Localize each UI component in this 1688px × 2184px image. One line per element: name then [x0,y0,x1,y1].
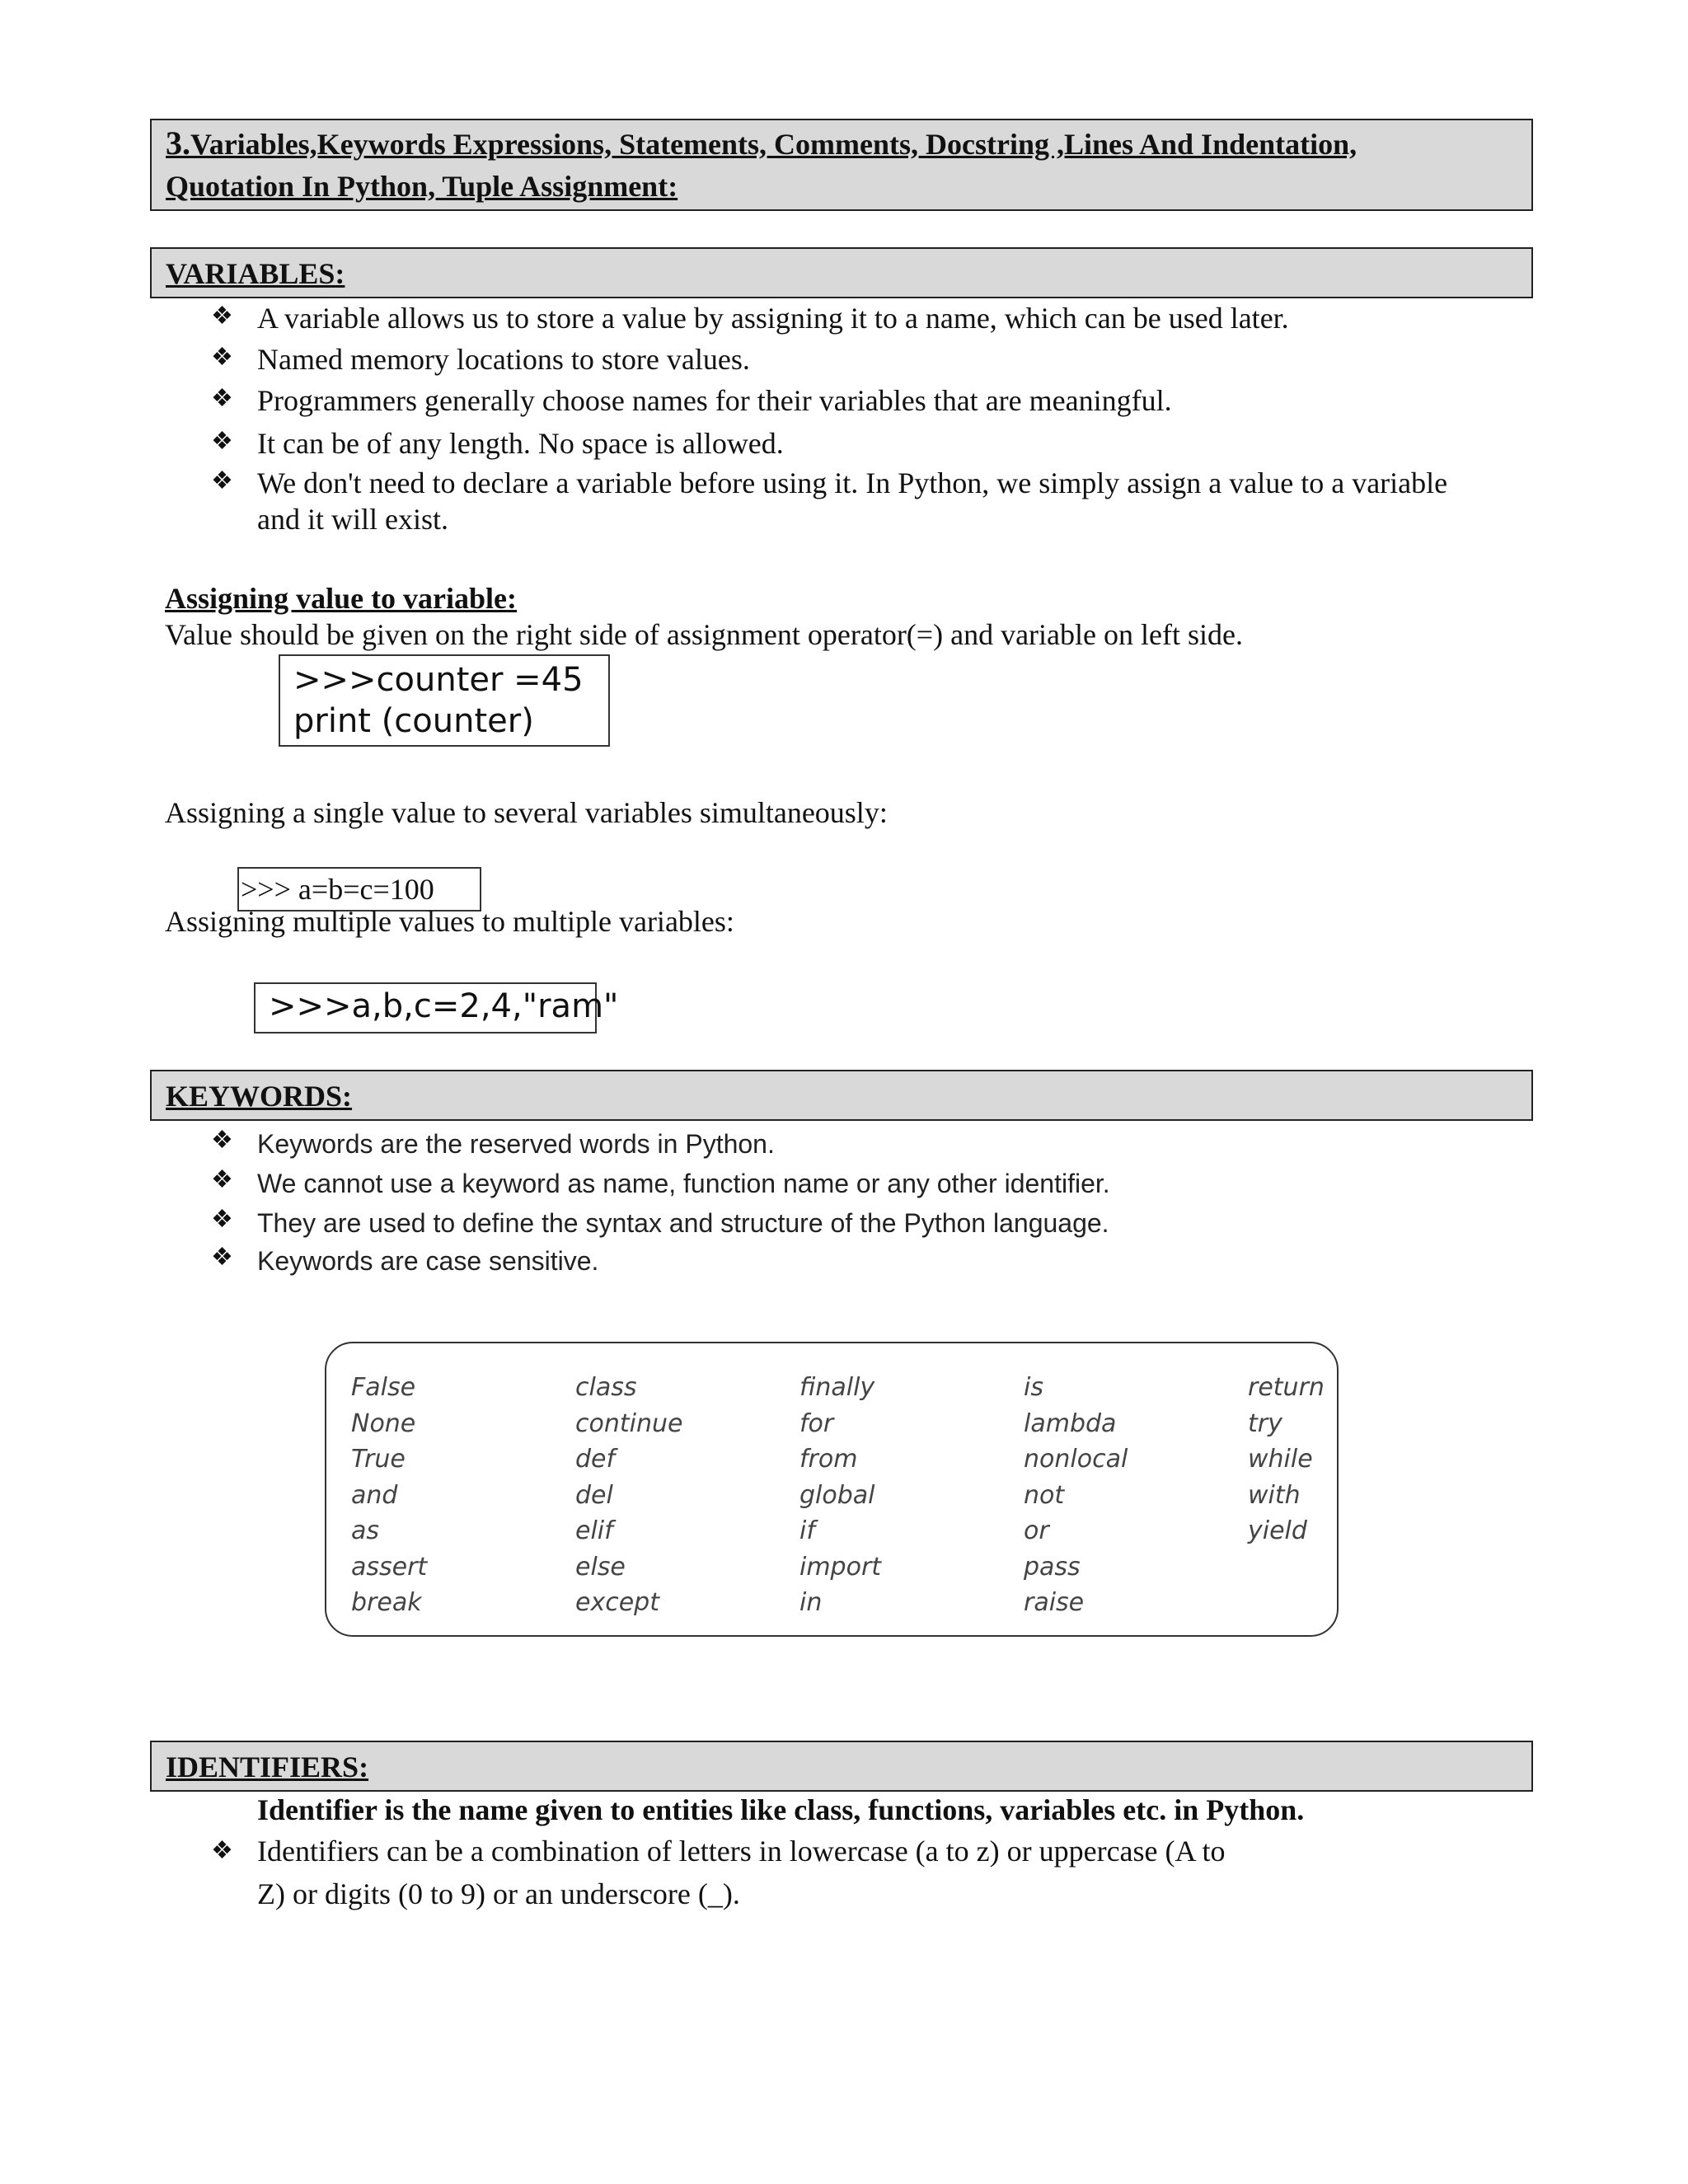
code-box-multi [254,982,619,1033]
keywords-bullet-2: We cannot use a keyword as name, function name or any other identifier. [257,1169,1110,1198]
identifiers-heading: IDENTIFIERS: [166,1750,369,1783]
code-line-1: >>>counter =45 [293,661,584,699]
keyword: raise [1024,1588,1085,1617]
keywords-column-3 [799,1370,881,1621]
identifiers-bullet-1-line1: Identifiers can be a combination of letters in lowercase (a to z) or uppercase (A to [257,1835,1226,1868]
keyword: nonlocal [1024,1445,1128,1474]
keyword: as [351,1516,380,1545]
keyword: assert [351,1552,428,1582]
bullet-icon: ❖ [211,344,233,371]
keyword: True [351,1445,406,1474]
identifiers-heading-box [150,1741,1533,1792]
bullet-icon: ❖ [211,385,233,412]
keyword: with [1248,1480,1301,1510]
code-line-multi: >>>a,b,c=2,4,"ram" [269,987,619,1025]
keyword: or [1024,1516,1049,1545]
variables-bullet-5-cont: and it will exist. [257,503,448,536]
assign-heading: Assigning value to variable: [165,582,518,615]
bullet-icon: ❖ [211,428,233,455]
keyword: except [575,1588,659,1617]
variables-bullet-1: A variable allows us to store a value by assigning it to a name, which can be used later. [257,302,1289,335]
keyword: return [1248,1373,1325,1402]
keyword: break [351,1588,422,1617]
variables-bullet-5: We don't need to declare a variable before using it. In Python, we simply assign a value to a variable [257,466,1448,499]
identifiers-bullet-1-line2: Z) or digits (0 to 9) or an underscore (_). [257,1877,740,1910]
keywords-column-4 [1024,1370,1128,1621]
keyword: None [351,1408,416,1438]
keywords-heading-box [150,1070,1533,1121]
keyword: from [799,1445,858,1474]
keyword: yield [1248,1516,1307,1545]
keywords-column-2 [575,1370,682,1621]
bullet-icon: ❖ [211,302,233,330]
title-line1: Variables,Keywords Expressions, Statements, Comments, Docstring ,Lines And Indentation, [190,128,1357,161]
keyword: def [575,1445,616,1474]
keyword: and [351,1480,398,1510]
keywords-bullet-1: Keywords are the reserved words in Python. [257,1129,775,1159]
keywords-column-1 [351,1370,427,1621]
bullet-icon: ❖ [211,1166,233,1193]
title-number: 3. [166,124,190,162]
page-title [166,122,1357,166]
keyword: del [575,1480,613,1510]
keywords-table [325,1342,1339,1637]
assign-description: Value should be given on the right side of assignment operator(=) and variable on left side. [165,618,1243,651]
keyword: if [799,1516,815,1545]
keyword: try [1248,1408,1282,1438]
variables-bullet-4: It can be of any length. No space is allowed. [257,427,784,460]
code-line-2: print (counter) [293,702,534,740]
bullet-icon: ❖ [211,1837,233,1864]
keywords-heading: KEYWORDS: [166,1080,353,1113]
title-box [150,119,1533,211]
keyword: import [799,1552,882,1582]
variables-bullet-2: Named memory locations to store values. [257,343,750,376]
keywords-bullet-4: Keywords are case sensitive. [257,1246,599,1276]
keyword: not [1024,1480,1065,1510]
keyword: for [799,1408,834,1438]
variables-bullet-3: Programmers generally choose names for their variables that are meaningful. [257,384,1172,417]
keyword: False [351,1373,416,1402]
bullet-icon: ❖ [211,1244,233,1271]
bullet-icon: ❖ [211,1206,233,1233]
keywords-column-5 [1248,1370,1325,1549]
code-line-abc: >>> a=b=c=100 [241,873,434,906]
single-value-description: Assigning a single value to several variables simultaneously: [165,796,888,829]
keyword: global [799,1480,875,1510]
keyword: finally [799,1373,875,1402]
variables-heading: VARIABLES: [166,257,345,290]
title-line2: Quotation In Python, Tuple Assignment: [166,170,678,203]
multi-value-description: Assigning multiple values to multiple variables: [165,905,734,938]
bullet-icon: ❖ [211,467,233,494]
keyword: in [799,1588,823,1617]
keyword: elif [575,1516,613,1545]
code-box-counter [279,654,610,747]
identifiers-intro: Identifier is the name given to entities like class, functions, variables etc. in Python. [257,1793,1305,1826]
keyword: lambda [1024,1408,1117,1438]
keyword: class [575,1373,637,1402]
keyword: while [1248,1445,1313,1474]
bullet-icon: ❖ [211,1127,233,1154]
keyword: continue [575,1408,683,1438]
keywords-bullet-3: They are used to define the syntax and structure of the Python language. [257,1208,1109,1238]
keyword: pass [1024,1552,1081,1582]
keyword: else [575,1552,626,1582]
keyword: is [1024,1373,1043,1402]
variables-heading-box [150,247,1533,298]
